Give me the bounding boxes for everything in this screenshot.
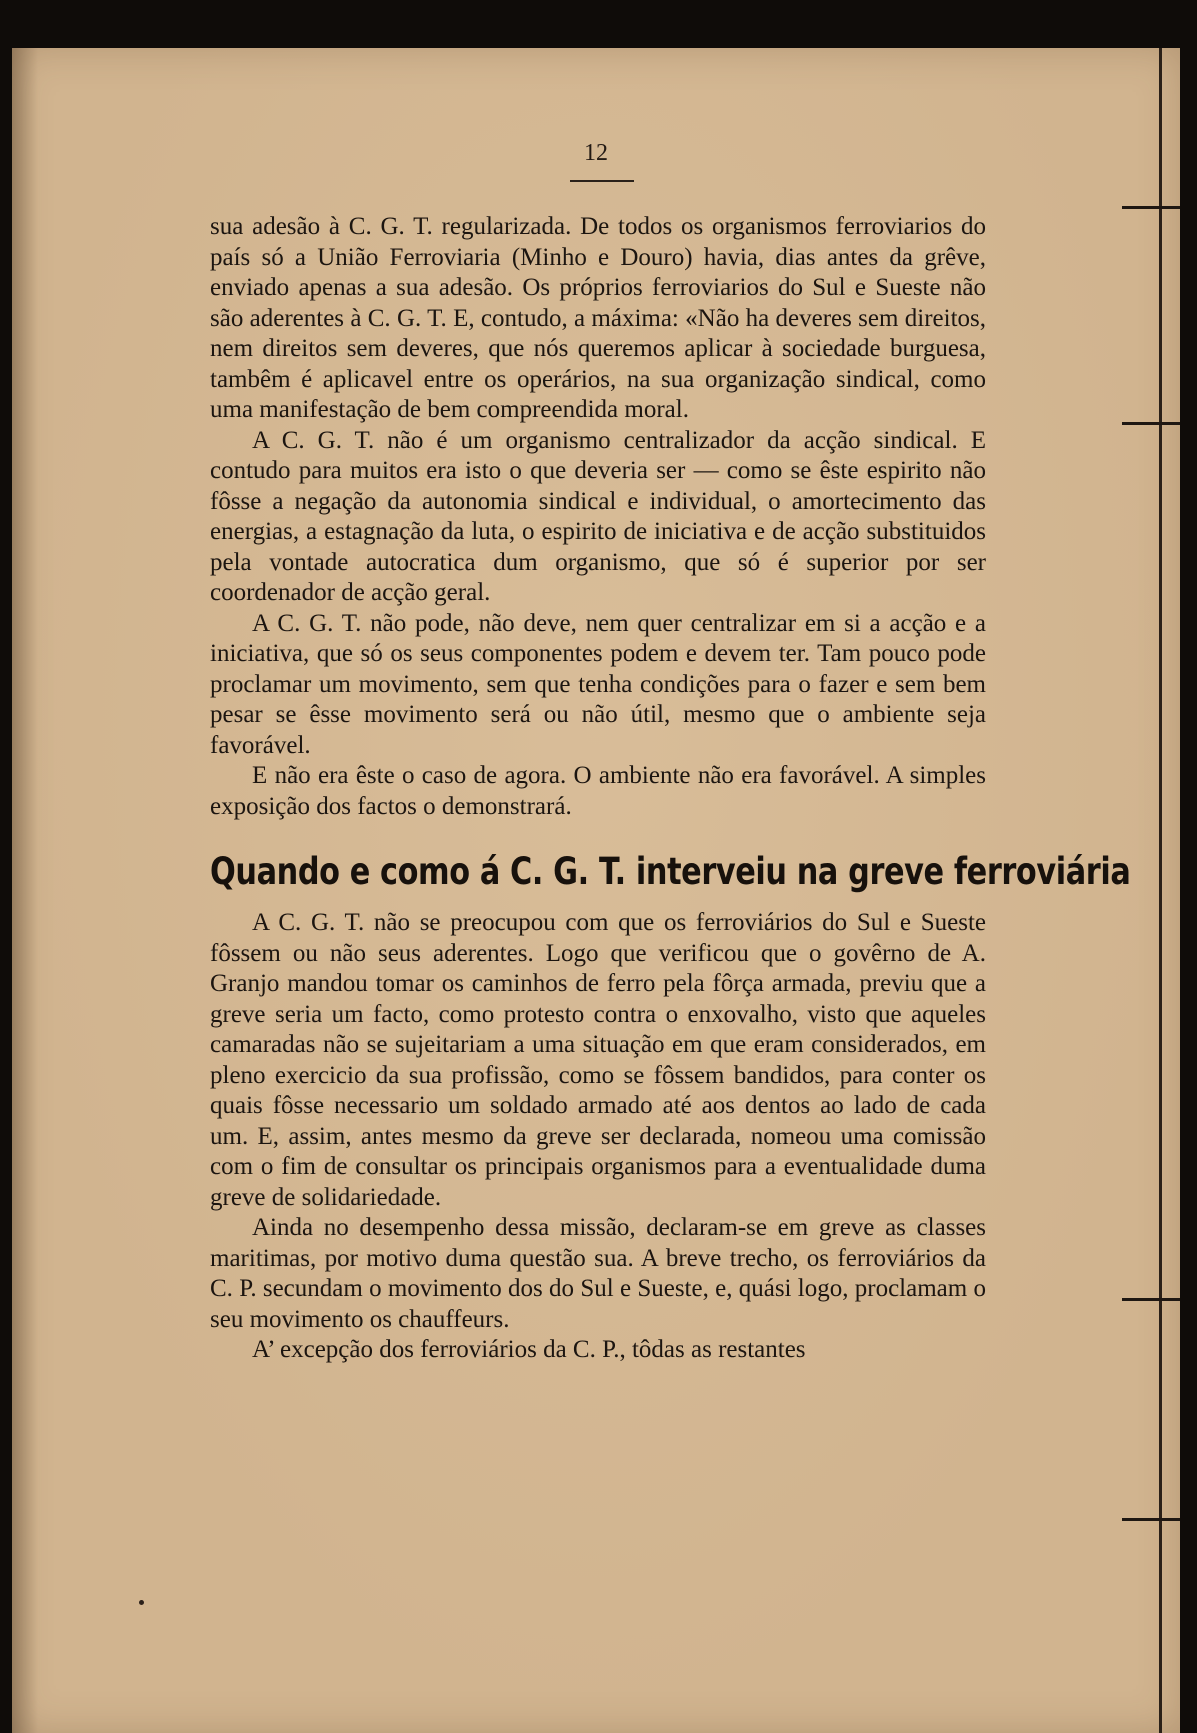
paragraph: A C. G. T. não se preocupou com que os ferroviários do Sul e Sueste fôssem ou não seus aderentes. Logo que verificou que o govêrno de A. Granjo mandou tomar os caminhos de ferro pela fôrça armada, previu que a greve seria um facto, como protesto contra o enxovalho, visto que aqueles camaradas não se sujeitariam a uma situação em que eram considerados, em pleno exercicio da sua profissão, como se fôssem bandidos, para conter os quais fôsse necessario um soldado armado até aos dentos ao lado de cada um. E, assim, antes mesmo da greve ser declarada, nomeou uma comissão com o fim de consultar os principais organismos para a eventualidade duma greve de solidariedade. <box>210 909 986 1211</box>
paragraph: A C. G. T. não pode, não deve, nem quer centralizar em si a acção e a iniciativa, que só os seus componentes podem e devem ter. Tam pouco pode proclamar um movimento, sem que tenha condições para o fazer e sem bem pesar se êsse movimento será ou não útil, mesmo que o ambiente seja favorável. <box>210 609 986 759</box>
paragraph: A’ excepção dos ferroviários da C. P., tôdas as restantes <box>252 1336 806 1363</box>
page-number: 12 <box>584 140 608 166</box>
page-edge-line <box>1159 48 1162 1733</box>
paragraph: A C. G. T. não é um organismo centralizador da acção sindical. E contudo para muitos era isto o que deveria ser — como se êste espirito não fôsse a negação da autonomia sindical e individual, o amortecimento das energias, a estagnação da luta, o espirito de iniciativa e de acção substituidos pela vontade autocratica dum organismo, que só é superior por ser coordenador de acção geral. <box>210 426 986 606</box>
edge-mark <box>1122 1518 1180 1521</box>
binding-shadow <box>12 48 38 1733</box>
edge-mark <box>1122 206 1180 209</box>
book-page <box>12 48 1180 1733</box>
ink-speck <box>139 1600 144 1605</box>
page-number-rule <box>570 180 634 182</box>
paragraph: Ainda no desempenho dessa missão, declaram-se em greve as classes maritimas, por motivo duma questão sua. A breve trecho, os ferroviários da C. P. secundam o movimento dos do Sul e Sueste, e, quási logo, proclamam o seu movimento os chauffeurs. <box>210 1214 986 1333</box>
paragraph: sua adesão à C. G. T. regularizada. De todos os organismos ferroviarios do país só a União Ferroviaria (Minho e Douro) havia, dias antes da grêve, enviado apenas a sua adesão. Os próprios ferroviarios do Sul e Sueste não são aderentes à C. G. T. E, contudo, a máxima: «Não ha deveres sem direitos, nem direitos sem deveres, que nós queremos aplicar à sociedade burguesa, tambêm é aplicavel entre os operários, na sua organização sindical, como uma manifestação de bem compreendida moral. <box>210 213 986 423</box>
paragraph: E não era êste o caso de agora. O ambiente não era favorável. A simples exposição dos factos o demonstrará. <box>210 762 986 820</box>
section-heading: Quando e como á C. G. T. interveiu na greve ferroviária <box>210 850 1131 893</box>
page-body-text <box>210 212 1131 1366</box>
edge-mark <box>1122 1298 1180 1301</box>
edge-mark <box>1122 422 1180 425</box>
